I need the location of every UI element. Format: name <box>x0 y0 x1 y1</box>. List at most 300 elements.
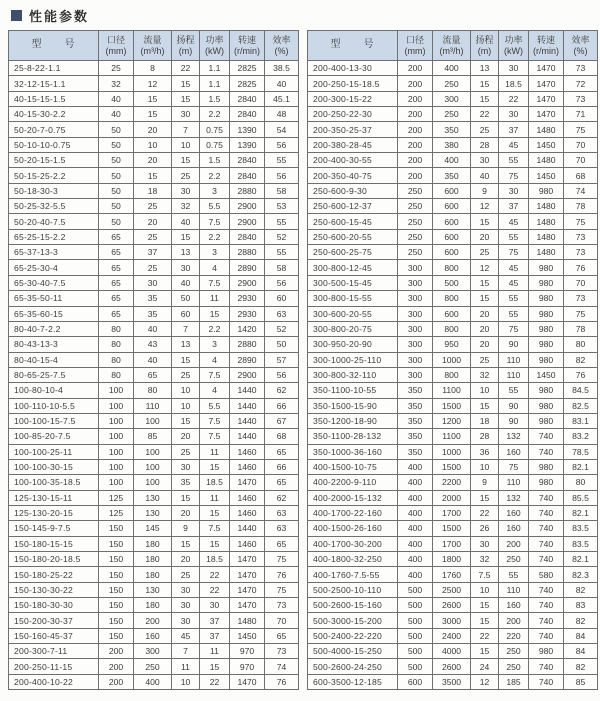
value-cell: 1390 <box>230 122 265 137</box>
value-cell: 600 <box>433 214 471 229</box>
value-cell: 15 <box>200 659 230 674</box>
value-cell: 500 <box>398 659 433 674</box>
table-row <box>308 444 598 459</box>
table-row <box>9 199 299 214</box>
value-cell: 74 <box>265 659 299 674</box>
value-cell: 3500 <box>433 674 471 689</box>
value-cell: 15 <box>471 598 499 613</box>
value-cell: 12 <box>471 260 499 275</box>
value-cell: 350 <box>433 122 471 137</box>
value-cell: 73 <box>265 644 299 659</box>
value-cell: 400 <box>134 674 172 689</box>
value-cell: 65 <box>99 229 134 244</box>
value-cell: 160 <box>499 444 529 459</box>
value-cell: 8 <box>134 61 172 76</box>
value-cell: 75 <box>265 582 299 597</box>
value-cell: 12 <box>471 674 499 689</box>
table-row <box>9 674 299 689</box>
value-cell: 22 <box>499 91 529 106</box>
value-cell: 1100 <box>433 429 471 444</box>
value-cell: 50 <box>99 168 134 183</box>
value-cell: 1440 <box>230 521 265 536</box>
table-row <box>308 229 598 244</box>
table-row <box>9 76 299 91</box>
value-cell: 250 <box>499 659 529 674</box>
model-cell: 65-25-30-4 <box>9 260 99 275</box>
value-cell: 250 <box>398 229 433 244</box>
value-cell: 1470 <box>529 61 564 76</box>
value-cell: 20 <box>471 337 499 352</box>
model-cell: 100-110-10-5.5 <box>9 398 99 413</box>
value-cell: 200 <box>99 674 134 689</box>
value-cell: 740 <box>529 582 564 597</box>
model-cell: 32-12-15-1.1 <box>9 76 99 91</box>
square-bullet-icon <box>11 10 22 21</box>
value-cell: 2900 <box>230 214 265 229</box>
value-cell: 82.3 <box>564 567 598 582</box>
column-header: 转速 (r/min) <box>529 31 564 61</box>
value-cell: 2.2 <box>200 107 230 122</box>
value-cell: 18.5 <box>200 552 230 567</box>
value-cell: 2840 <box>230 91 265 106</box>
value-cell: 25 <box>471 122 499 137</box>
value-cell: 90 <box>499 413 529 428</box>
table-row <box>9 367 299 382</box>
value-cell: 22 <box>200 674 230 689</box>
value-cell: 24 <box>471 659 499 674</box>
value-cell: 73 <box>564 61 598 76</box>
value-cell: 132 <box>499 429 529 444</box>
value-cell: 15 <box>471 490 499 505</box>
table-row <box>308 552 598 567</box>
value-cell: 20 <box>172 429 200 444</box>
value-cell: 56 <box>265 367 299 382</box>
value-cell: 740 <box>529 628 564 643</box>
value-cell: 65 <box>99 291 134 306</box>
value-cell: 2840 <box>230 107 265 122</box>
value-cell: 130 <box>134 582 172 597</box>
value-cell: 18.5 <box>499 76 529 91</box>
table-row <box>308 628 598 643</box>
model-cell: 200-300-7-11 <box>9 644 99 659</box>
value-cell: 800 <box>433 367 471 382</box>
value-cell: 45 <box>499 275 529 290</box>
table-row <box>9 107 299 122</box>
value-cell: 18.5 <box>200 475 230 490</box>
value-cell: 30 <box>172 107 200 122</box>
value-cell: 1440 <box>230 383 265 398</box>
model-cell: 50-20-15-1.5 <box>9 153 99 168</box>
value-cell: 740 <box>529 598 564 613</box>
page-title: 性能参数 <box>29 8 90 24</box>
value-cell: 80 <box>99 367 134 382</box>
table-row <box>308 76 598 91</box>
value-cell: 980 <box>529 306 564 321</box>
value-cell: 52 <box>265 321 299 336</box>
model-cell: 350-1000-36-160 <box>308 444 398 459</box>
value-cell: 132 <box>499 490 529 505</box>
value-cell: 83.5 <box>564 521 598 536</box>
model-cell: 400-2200-9-110 <box>308 475 398 490</box>
value-cell: 25 <box>134 199 172 214</box>
table-row <box>308 459 598 474</box>
value-cell: 300 <box>398 367 433 382</box>
value-cell: 130 <box>134 505 172 520</box>
column-header: 效率 (%) <box>564 31 598 61</box>
value-cell: 58 <box>265 260 299 275</box>
table-row <box>9 245 299 260</box>
table-row <box>308 521 598 536</box>
value-cell: 400 <box>398 490 433 505</box>
model-cell: 80-40-15-4 <box>9 352 99 367</box>
value-cell: 80 <box>564 475 598 490</box>
table-row <box>9 567 299 582</box>
table-row <box>9 429 299 444</box>
value-cell: 110 <box>499 367 529 382</box>
value-cell: 180 <box>134 552 172 567</box>
value-cell: 53 <box>265 199 299 214</box>
model-cell: 350-1100-10-55 <box>308 383 398 398</box>
model-cell: 250-600-25-75 <box>308 245 398 260</box>
value-cell: 1450 <box>529 137 564 152</box>
value-cell: 250 <box>398 183 433 198</box>
value-cell: 980 <box>529 475 564 490</box>
value-cell: 1470 <box>230 567 265 582</box>
value-cell: 980 <box>529 352 564 367</box>
value-cell: 82.1 <box>564 505 598 520</box>
model-cell: 400-1700-22-160 <box>308 505 398 520</box>
value-cell: 1800 <box>433 552 471 567</box>
value-cell: 40 <box>265 76 299 91</box>
table-row <box>9 275 299 290</box>
value-cell: 28 <box>471 429 499 444</box>
value-cell: 38.5 <box>265 61 299 76</box>
value-cell: 980 <box>529 398 564 413</box>
value-cell: 35 <box>134 306 172 321</box>
value-cell: 40 <box>172 214 200 229</box>
value-cell: 71 <box>564 107 598 122</box>
table-row <box>308 367 598 382</box>
value-cell: 980 <box>529 644 564 659</box>
value-cell: 55 <box>499 567 529 582</box>
value-cell: 58 <box>265 183 299 198</box>
value-cell: 15 <box>200 536 230 551</box>
value-cell: 160 <box>499 598 529 613</box>
value-cell: 1450 <box>529 168 564 183</box>
value-cell: 400 <box>433 61 471 76</box>
value-cell: 350 <box>398 398 433 413</box>
value-cell: 3 <box>200 245 230 260</box>
value-cell: 25 <box>471 245 499 260</box>
value-cell: 350 <box>398 444 433 459</box>
value-cell: 30 <box>499 107 529 122</box>
value-cell: 75 <box>265 552 299 567</box>
value-cell: 10 <box>172 383 200 398</box>
value-cell: 68 <box>265 429 299 444</box>
table-row <box>9 383 299 398</box>
value-cell: 970 <box>230 659 265 674</box>
model-cell: 65-35-60-15 <box>9 306 99 321</box>
model-cell: 500-2600-15-160 <box>308 598 398 613</box>
value-cell: 76 <box>265 567 299 582</box>
value-cell: 600 <box>433 245 471 260</box>
value-cell: 65 <box>265 536 299 551</box>
value-cell: 65 <box>265 628 299 643</box>
table-row <box>308 383 598 398</box>
value-cell: 2200 <box>433 475 471 490</box>
value-cell: 4 <box>200 260 230 275</box>
value-cell: 7.5 <box>200 214 230 229</box>
value-cell: 83.1 <box>564 413 598 428</box>
value-cell: 60 <box>172 306 200 321</box>
value-cell: 400 <box>398 536 433 551</box>
value-cell: 75 <box>499 459 529 474</box>
table-row <box>9 628 299 643</box>
value-cell: 400 <box>398 521 433 536</box>
column-header: 扬程 (m) <box>172 31 200 61</box>
value-cell: 85 <box>564 674 598 689</box>
column-header: 型 号 <box>308 31 398 61</box>
model-cell: 350-1200-18-90 <box>308 413 398 428</box>
value-cell: 15 <box>172 229 200 244</box>
value-cell: 7.5 <box>200 429 230 444</box>
value-cell: 2825 <box>230 76 265 91</box>
value-cell: 40 <box>99 107 134 122</box>
value-cell: 35 <box>172 475 200 490</box>
model-cell: 500-2400-22-220 <box>308 628 398 643</box>
value-cell: 62 <box>265 383 299 398</box>
value-cell: 10 <box>172 674 200 689</box>
table-row <box>308 183 598 198</box>
value-cell: 1450 <box>230 628 265 643</box>
table-row <box>9 444 299 459</box>
value-cell: 9 <box>172 521 200 536</box>
value-cell: 500 <box>398 628 433 643</box>
model-cell: 150-180-25-22 <box>9 567 99 582</box>
value-cell: 45.1 <box>265 91 299 106</box>
table-row <box>308 199 598 214</box>
value-cell: 75 <box>499 245 529 260</box>
value-cell: 55 <box>499 306 529 321</box>
value-cell: 25 <box>172 567 200 582</box>
value-cell: 1500 <box>433 459 471 474</box>
value-cell: 20 <box>471 229 499 244</box>
model-cell: 250-600-12-37 <box>308 199 398 214</box>
value-cell: 76 <box>564 260 598 275</box>
value-cell: 20 <box>471 321 499 336</box>
value-cell: 740 <box>529 659 564 674</box>
value-cell: 980 <box>529 337 564 352</box>
table-row <box>308 644 598 659</box>
value-cell: 68 <box>564 168 598 183</box>
value-cell: 1480 <box>529 229 564 244</box>
value-cell: 45 <box>499 137 529 152</box>
value-cell: 50 <box>265 337 299 352</box>
value-cell: 600 <box>433 199 471 214</box>
value-cell: 150 <box>99 613 134 628</box>
value-cell: 200 <box>398 168 433 183</box>
table-row <box>308 582 598 597</box>
value-cell: 1470 <box>230 552 265 567</box>
table-row <box>308 168 598 183</box>
value-cell: 2500 <box>433 582 471 597</box>
model-cell: 40-15-15-1.5 <box>9 91 99 106</box>
table-row <box>9 260 299 275</box>
model-cell: 600-3500-12-185 <box>308 674 398 689</box>
value-cell: 380 <box>433 137 471 152</box>
model-cell: 200-380-28-45 <box>308 137 398 152</box>
model-cell: 300-800-20-75 <box>308 321 398 336</box>
value-cell: 40 <box>172 275 200 290</box>
value-cell: 110 <box>134 398 172 413</box>
table-row <box>9 613 299 628</box>
value-cell: 0.75 <box>200 122 230 137</box>
value-cell: 15 <box>471 91 499 106</box>
table-row <box>308 413 598 428</box>
value-cell: 65 <box>99 275 134 290</box>
value-cell: 22 <box>200 567 230 582</box>
value-cell: 800 <box>433 291 471 306</box>
value-cell: 32 <box>471 367 499 382</box>
value-cell: 32 <box>471 552 499 567</box>
value-cell: 75 <box>564 306 598 321</box>
column-header: 口径 (mm) <box>99 31 134 61</box>
value-cell: 15 <box>172 536 200 551</box>
table-row <box>308 337 598 352</box>
value-cell: 15 <box>172 153 200 168</box>
table-row <box>9 321 299 336</box>
model-cell: 100-100-25-11 <box>9 444 99 459</box>
value-cell: 11 <box>200 444 230 459</box>
value-cell: 40 <box>134 352 172 367</box>
value-cell: 980 <box>529 275 564 290</box>
value-cell: 72 <box>564 76 598 91</box>
model-cell: 65-25-15-2.2 <box>9 229 99 244</box>
model-cell: 80-43-13-3 <box>9 337 99 352</box>
table-row <box>308 291 598 306</box>
model-cell: 300-950-20-90 <box>308 337 398 352</box>
model-cell: 200-250-11-15 <box>9 659 99 674</box>
value-cell: 25 <box>172 367 200 382</box>
value-cell: 160 <box>134 628 172 643</box>
value-cell: 36 <box>471 444 499 459</box>
table-row <box>308 137 598 152</box>
value-cell: 30 <box>471 536 499 551</box>
value-cell: 80 <box>99 337 134 352</box>
value-cell: 50 <box>99 122 134 137</box>
table-row <box>9 137 299 152</box>
model-cell: 300-800-12-45 <box>308 260 398 275</box>
value-cell: 2900 <box>230 275 265 290</box>
model-cell: 80-65-25-7.5 <box>9 367 99 382</box>
column-header: 口径 (mm) <box>398 31 433 61</box>
table-row <box>308 260 598 275</box>
value-cell: 55 <box>499 153 529 168</box>
model-cell: 400-2000-15-132 <box>308 490 398 505</box>
value-cell: 78.5 <box>564 444 598 459</box>
table-row <box>9 644 299 659</box>
value-cell: 2.2 <box>200 321 230 336</box>
model-cell: 350-1500-15-90 <box>308 398 398 413</box>
value-cell: 970 <box>230 644 265 659</box>
table-row <box>308 321 598 336</box>
model-cell: 200-250-15-18.5 <box>308 76 398 91</box>
column-header: 效率 (%) <box>265 31 299 61</box>
value-cell: 2000 <box>433 490 471 505</box>
value-cell: 11 <box>172 659 200 674</box>
table-row <box>308 306 598 321</box>
value-cell: 400 <box>398 567 433 582</box>
table-row <box>9 659 299 674</box>
value-cell: 2.2 <box>200 168 230 183</box>
value-cell: 15 <box>471 291 499 306</box>
value-cell: 15 <box>471 76 499 91</box>
value-cell: 45 <box>499 260 529 275</box>
model-cell: 250-600-9-30 <box>308 183 398 198</box>
value-cell: 100 <box>134 459 172 474</box>
value-cell: 76 <box>265 674 299 689</box>
table-row <box>9 214 299 229</box>
value-cell: 9 <box>471 475 499 490</box>
table-row <box>308 567 598 582</box>
value-cell: 15 <box>200 459 230 474</box>
value-cell: 70 <box>564 137 598 152</box>
value-cell: 73 <box>564 91 598 106</box>
value-cell: 25 <box>471 352 499 367</box>
value-cell: 1480 <box>529 153 564 168</box>
value-cell: 15 <box>134 168 172 183</box>
value-cell: 400 <box>398 475 433 490</box>
value-cell: 3 <box>200 183 230 198</box>
value-cell: 10 <box>134 137 172 152</box>
value-cell: 500 <box>433 275 471 290</box>
value-cell: 63 <box>265 521 299 536</box>
value-cell: 22 <box>471 505 499 520</box>
value-cell: 30 <box>172 613 200 628</box>
table-row <box>308 505 598 520</box>
value-cell: 1100 <box>433 383 471 398</box>
value-cell: 3 <box>200 337 230 352</box>
value-cell: 37 <box>200 613 230 628</box>
value-cell: 600 <box>433 306 471 321</box>
table-row <box>9 413 299 428</box>
value-cell: 150 <box>99 598 134 613</box>
model-cell: 400-1800-32-250 <box>308 552 398 567</box>
value-cell: 200 <box>398 122 433 137</box>
value-cell: 2840 <box>230 153 265 168</box>
value-cell: 2930 <box>230 306 265 321</box>
model-cell: 50-25-32-5.5 <box>9 199 99 214</box>
value-cell: 90 <box>499 337 529 352</box>
value-cell: 2900 <box>230 199 265 214</box>
model-cell: 400-1700-30-200 <box>308 536 398 551</box>
value-cell: 200 <box>398 107 433 122</box>
model-cell: 400-1500-10-75 <box>308 459 398 474</box>
value-cell: 65 <box>99 245 134 260</box>
value-cell: 7.5 <box>471 567 499 582</box>
value-cell: 4 <box>200 352 230 367</box>
value-cell: 75 <box>564 122 598 137</box>
table-row <box>9 153 299 168</box>
value-cell: 30 <box>200 598 230 613</box>
value-cell: 65 <box>265 475 299 490</box>
value-cell: 100 <box>99 413 134 428</box>
value-cell: 150 <box>99 567 134 582</box>
table-row <box>308 245 598 260</box>
value-cell: 30 <box>134 275 172 290</box>
model-cell: 50-18-30-3 <box>9 183 99 198</box>
value-cell: 150 <box>99 521 134 536</box>
